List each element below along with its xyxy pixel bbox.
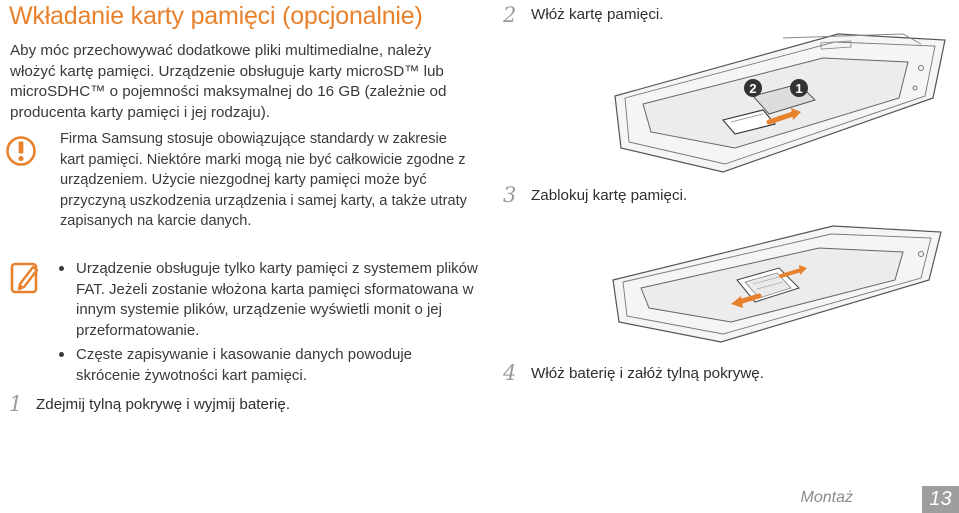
warning-icon (6, 134, 36, 168)
note-pencil-icon (9, 258, 41, 298)
note-bullet-item: Częste zapisywanie i kasowanie danych powoduje skrócenie żywotności kart pamięci. (58, 345, 478, 386)
phone-card-insert-illustration (603, 28, 953, 178)
footer-section-label: Montaż (800, 489, 853, 506)
step-number: 1 (9, 392, 23, 416)
step-text: Włóż kartę pamięci. (531, 6, 664, 23)
page-title: Wkładanie karty pamięci (opcjonalnie) (9, 2, 423, 30)
step-text: Włóż baterię i załóż tylną pokrywę. (531, 365, 764, 382)
step-text: Zablokuj kartę pamięci. (531, 187, 688, 204)
warning-text: Firma Samsung stosuje obowiązujące standardy w zakresie kart pamięci. Niektóre marki mogą nie być całkowicie zgodne z urządzeniem. Użycie niezgodnej karty pamięci może być przyczyną uszkodzenia urządzenia i samej karty, a także utraty zapisanych na karcie danych. (60, 131, 467, 230)
step-number: 3 (503, 183, 517, 207)
marker-1: 1 (795, 81, 803, 96)
note-bullet-item: Urządzenie obsługuje tylko karty pamięci z systemem plików FAT. Jeżeli zostanie włożona karta pamięci sformatowana w innym systemie plików, urządzenie wyświetli monit o jej przeformatowanie. (58, 259, 478, 341)
intro-paragraph: Aby móc przechowywać dodatkowe pliki multimedialne, należy włożyć kartę pamięci. Urządzenie obsługuje karty microSD™ lub microSDHC™ o pojemności maksymalnej do 16 GB (zależnie od producenta karty pamięci i jej rodzaju). (10, 42, 447, 121)
step-text: Zdejmij tylną pokrywę i wyjmij baterię. (36, 396, 291, 413)
marker-2: 2 (749, 81, 757, 96)
page-number: 13 (922, 486, 959, 513)
note-bullet-list (58, 259, 478, 390)
step-number: 2 (503, 3, 517, 27)
step-number: 4 (503, 361, 517, 385)
phone-card-lock-illustration (603, 218, 948, 348)
